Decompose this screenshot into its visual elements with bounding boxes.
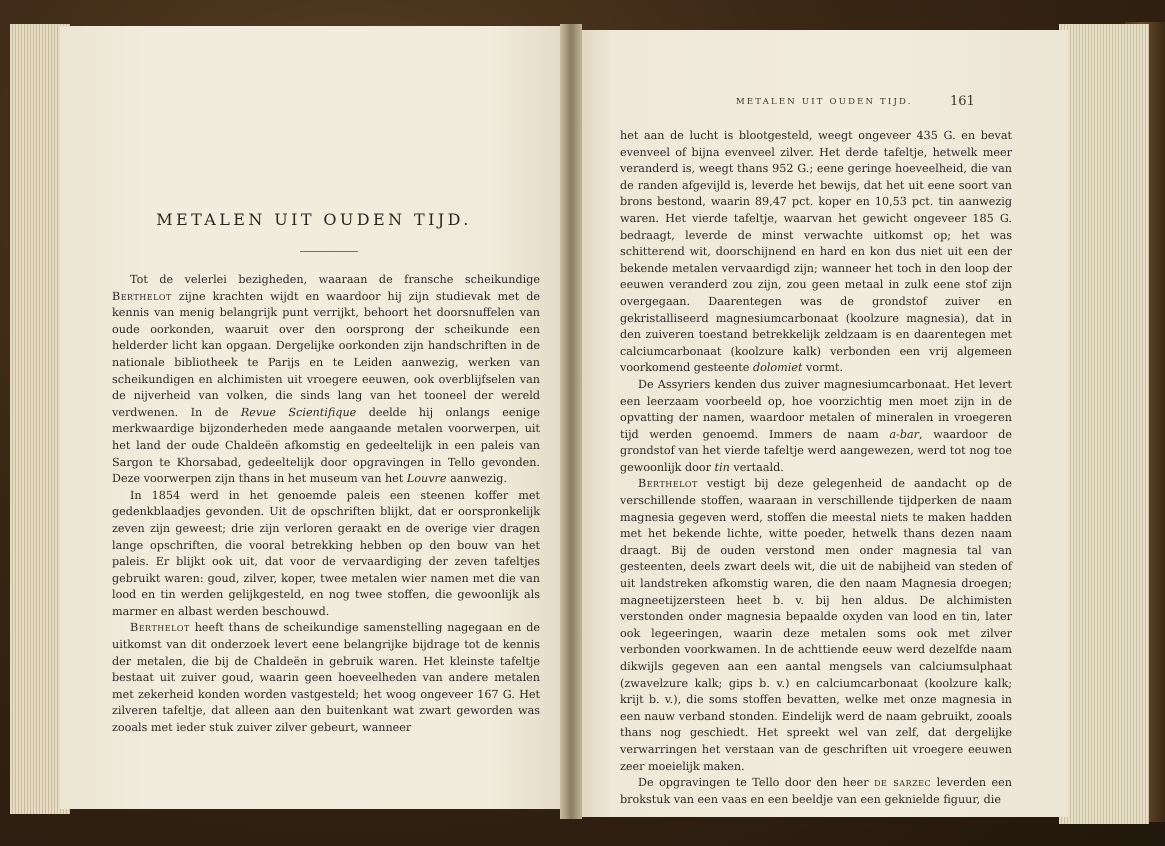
running-head: METALEN UIT OUDEN TIJD.: [736, 97, 913, 107]
text-run: In 1854 werd in het genoemde paleis een steenen koffer met gedenkblaadjes gevonden. Uit de opschriften blijkt, dat er oorspronkelijk zeven zijn geweest; drie zijn verloren geraakt en de overige vier dragen lange opschriften, die vooral betrekking hebben op den bouw van het paleis. Er blijkt ook uit, dat voor de vervaardiging der zeven tafeltjes gebruikt waren: goud, zilver, koper, twee metalen wier namen met die van lood en tin werden gelijkgesteld, en nog twee stoffen, die gewoonlijk als marmer en albast werden beschouwd.: [112, 488, 540, 618]
left-page-text: [112, 272, 540, 737]
text-run: vestigt bij deze gelegenheid de aandacht op de verschillende stoffen, waaraan in verschillende tijdperken de naam magnesia gegeven werd, stoffen die meestal niets te maken hadden met het bekende lichte, witte poeder, hetwelk thans dezen naam draagt. Bij de ouden verstond men onder magnesia tal van gesteenten, deels zwart deels wit, die uit de nabijheid van steden of uit landstreken afkomstig waren, die den naam Magnesia droegen; magneetijzersteen heet b. v. bij hen aldus. De alchimisten verstonden onder magnesia bepaalde oxyden van lood en tin, later ook legeeringen, waarin deze metalen soms ook met zilver verbonden voorkwamen. In de achttiende eeuw werd dezelfde naam dikwijls gegeven aan een aantal mengsels van calciumsulphaat (zwavelzure kalk; gips b. v.) en calciumcarbonaat (koolzure kalk; krijt b. v.), die soms stoffen bevatten, welke met onze magnesia in een nauw verband stonden. Eindelijk werd de naam gebruikt, zooals thans nog geschiedt. Het spreekt wel van zelf, dat dergelijke verwarringen het verstaan van de geschriften uit vroegere eeuwen zeer moeielijk maken.: [620, 477, 1012, 773]
text-run: Tot de velerlei bezigheden, waaraan de fransche scheikundige: [130, 273, 540, 286]
text-run: vertaald.: [729, 460, 784, 474]
text-run: heeft thans de scheikundige samenstelling nagegaan en de uitkomst van dit onderzoek levert eene belangrijke bijdrage tot de kennis der metalen, die bij de Chaldeën in gebruik waren. Het kleinste tafeltje bestaat uit zuiver goud, waarin geen hoeveelheden van andere metalen met zekerheid konden worden vastgesteld; het woog ongeveer 167 G. Het zilveren tafeltje, dat alleen aan den buitenkant wat zwart geworden was zooals met ieder stuk zuiver zilver gebeurt, wanneer: [112, 621, 540, 735]
italic-term: tin: [714, 460, 730, 474]
italic-term: Revue Scientifique: [240, 405, 357, 419]
paragraph: [620, 476, 1012, 775]
italic-term: dolomiet: [752, 361, 803, 375]
paragraph: [620, 377, 1012, 477]
small-caps-name: Berthelot: [112, 289, 172, 303]
text-run: deelde hij onlangs eenige merkwaardige bijzonderheden mede aangaande metalen voorwerpen, uit het land der oude Chaldeën afkomstig en gedeeltelijk in een paleis van Sargon te Khorsabad, gedeeltelijk door opgravingen in Tello gevonden. Deze voorwerpen zijn thans in het museum van het: [112, 405, 541, 486]
small-caps-name: Berthelot: [130, 621, 190, 635]
text-run: vormt.: [802, 361, 844, 375]
text-run: De opgravingen te Tello door den heer: [638, 776, 875, 790]
text-run: zijne krachten wijdt en waardoor hij zijn studievak met de kennis van menig belangrijk punt verrijkt, behoort het doorsnuffelen van oude oorkonden, waaruit over den oorsprong der scheikunde een helderder licht kan opgaan. Dergelijke oorkonden zijn handschriften in de nationale bibliotheek te Parijs en te Leiden aanwezig, werken van scheikundigen en alchimisten uit vroegere eeuwen, ook overblijfselen van de nijverheid van volken, die sinds lang van het tooneel der wereld verdwenen. In de: [112, 289, 540, 419]
small-caps-name: Berthelot: [638, 477, 698, 491]
chapter-title: METALEN UIT OUDEN TIJD.: [156, 210, 472, 229]
text-run: het aan de lucht is blootgesteld, weegt ongeveer 435 G. en bevat evenveel of bijna evenveel zilver. Het derde tafeltje, hetwelk meer veranderd is, weegt thans 952 G.; eene geringe hoeveelheid, die van de randen afgevijld is, leverde het bewijs, dat het uit eene soort van brons bestond, waarin 89,47 pct. koper en 10,53 pct. tin aanwezig waren. Het vierde tafeltje, waarvan het gewicht ongeveer 185 G. bedraagt, leverde de minst verwachte uitkomst op; het was schitterend wit, doorschijnend en hard en kon dus niet uit een der bekende metalen vervaardigd zijn; wanneer het toch in den loop der eeuwen veranderd zou zijn, zou geen metaal in zulk eene stof zijn overgegaan. Daarentegen was de grondstof zuiver en gekristalliseerd magnesiumcarbonaat (koolzure magnesia), dat in den zuiveren toestand betrekkelijk zeldzaam is en daarentegen met calciumcarbonaat (koolzure kalk) verbonden een vrij algemeen voorkomend gesteente: [620, 129, 1012, 375]
text-run: aanwezig.: [446, 472, 508, 486]
paragraph: [620, 775, 1012, 808]
paragraph: [112, 620, 540, 736]
paragraph: [112, 488, 540, 621]
text-run: , waardoor de grondstof van het vierde tafeltje werd aangewezen, werd tot nog toe gewoonlijk door: [620, 427, 1012, 474]
text-run: leverden een brokstuk van een vaas en een beeldje van een geknielde figuur, die: [620, 776, 1012, 806]
italic-term: Louvre: [406, 472, 447, 486]
small-caps-name: de sarzec: [874, 776, 932, 790]
book-gutter: [560, 24, 582, 819]
title-rule: [300, 251, 358, 252]
page-stack-right: [1059, 24, 1149, 824]
page-number: 161: [950, 94, 975, 109]
text-run: De Assyriers kenden dus zuiver magnesiumcarbonaat. Het levert een leerzaam voorbeeld op, hoe voorzichtig men moet zijn in de opvatting der namen, waardoor metalen of mineralen in vroegeren tijd werden genoemd. Immers de naam: [620, 377, 1012, 441]
paragraph: [112, 272, 540, 488]
right-page-text: [620, 128, 1012, 808]
paragraph: [620, 128, 1012, 377]
italic-term: a-bar: [889, 427, 920, 441]
